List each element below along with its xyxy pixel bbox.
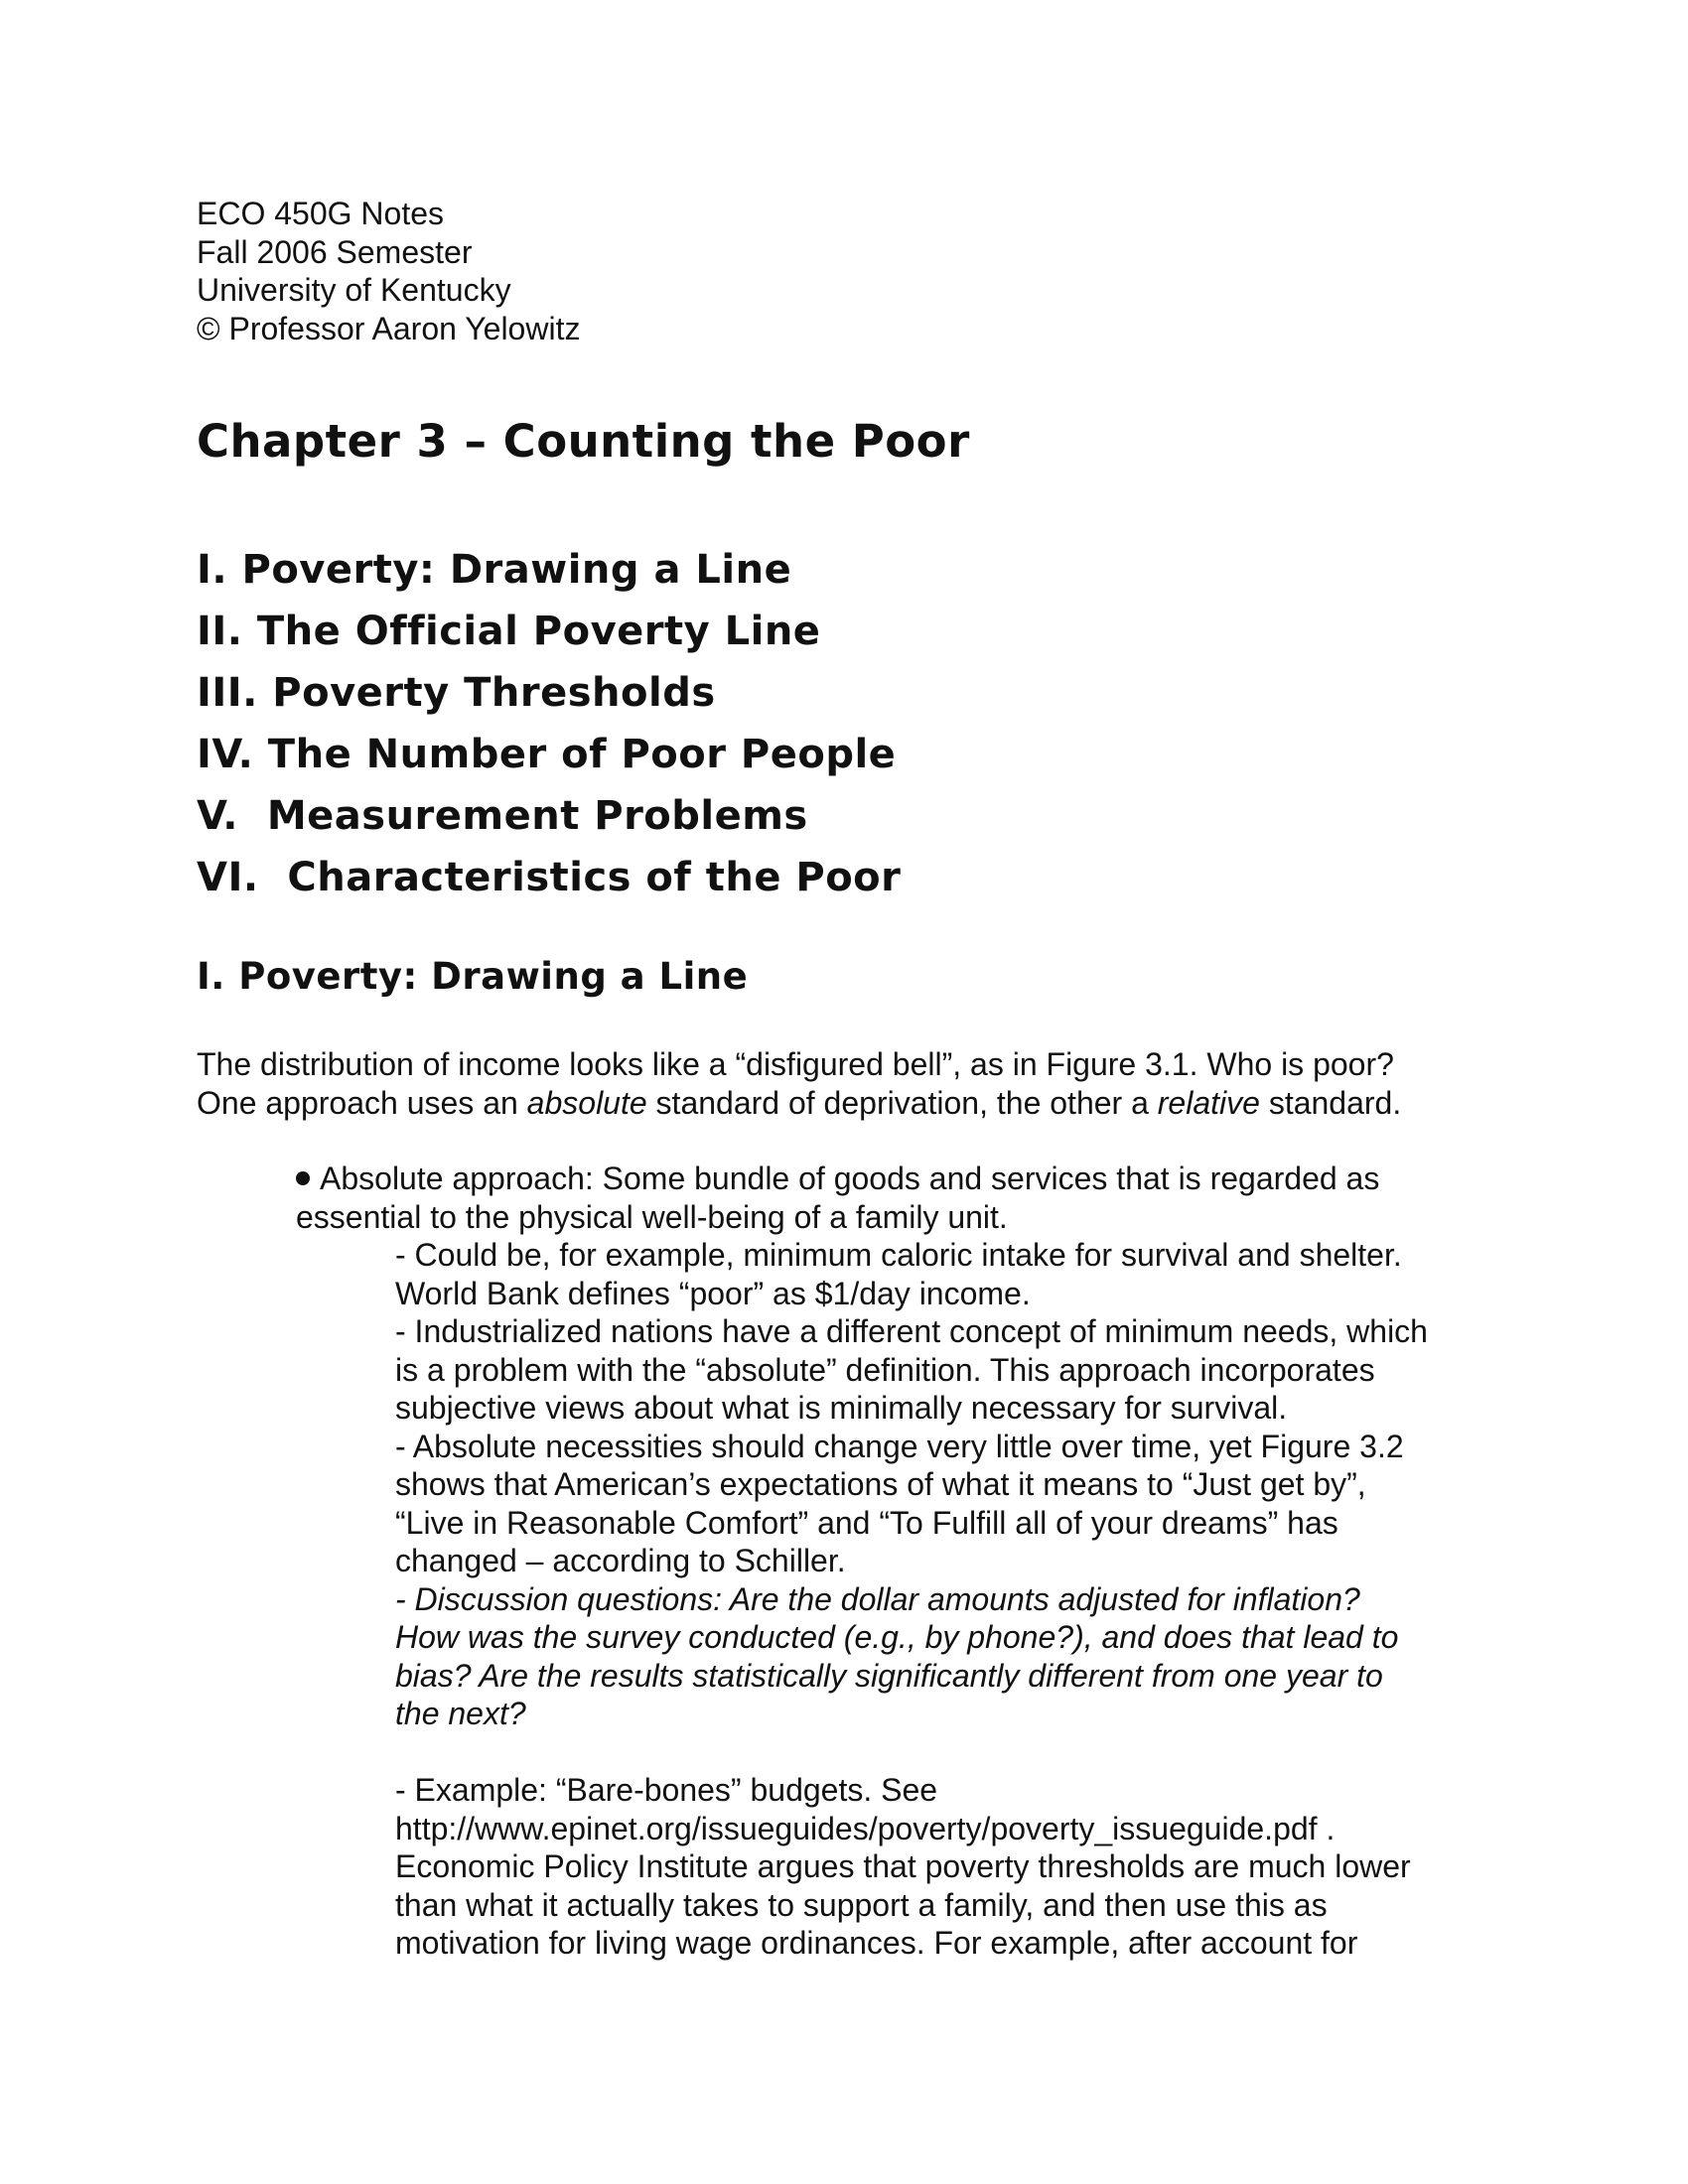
intro-emphasis: absolute [526, 1084, 647, 1121]
example-line: - Example: “Bare-bones” budgets. See [395, 1772, 938, 1808]
example-url[interactable]: http://www.epinet.org/issueguides/poverty/poverty_issueguide.pdf . [395, 1810, 1336, 1846]
discussion-question-line: - Discussion questions: Are the dollar amounts adjusted for inflation? [395, 1580, 1360, 1617]
bullet-text: Absolute approach: Some bundle of goods and services that is regarded as [320, 1160, 1380, 1196]
discussion-question-line: bias? Are the results statistically significantly different from one year to [395, 1657, 1383, 1694]
bullet-point [296, 1160, 1507, 1236]
outline-item: V. Measurement Problems [197, 793, 808, 839]
intro-text: standard. [1259, 1084, 1402, 1121]
university: University of Kentucky [197, 272, 511, 308]
example-line: motivation for living wage ordinances. For example, after account for [395, 1925, 1358, 1961]
outline-item: II. The Official Poverty Line [197, 609, 821, 654]
sub-point-line: subjective views about what is minimally necessary for survival. [395, 1390, 1288, 1426]
author: © Professor Aaron Yelowitz [197, 310, 581, 346]
sub-point-line: changed – according to Schiller. [395, 1543, 846, 1578]
outline-item: IV. The Number of Poor People [197, 732, 897, 777]
sub-point-line: - Industrialized nations have a different concept of minimum needs, which [395, 1313, 1428, 1349]
document-header [197, 195, 580, 347]
outline-item: I. Poverty: Drawing a Line [197, 547, 792, 593]
outline-item: VI. Characteristics of the Poor [197, 855, 902, 900]
bullet-line [296, 1160, 1507, 1198]
chapter-outline [197, 539, 901, 908]
sub-point-line: - Absolute necessities should change very little over time, yet Figure 3.2 [395, 1428, 1404, 1464]
bullet-icon [296, 1171, 310, 1185]
discussion-question-line: How was the survey conducted (e.g., by phone?), and does that lead to [395, 1619, 1399, 1655]
sub-point-line: is a problem with the “absolute” definition. This approach incorporates [395, 1351, 1375, 1388]
intro-text: standard of deprivation, the other a [646, 1084, 1158, 1121]
chapter-title: Chapter 3 – Counting the Poor [197, 415, 970, 468]
intro-paragraph [197, 1045, 1497, 1122]
intro-line: The distribution of income looks like a “disfigured bell”, as in Figure 3.1. Who is poor? [197, 1046, 1394, 1082]
example-line: than what it actually takes to support a family, and then use this as [395, 1886, 1328, 1923]
example-line: Economic Policy Institute argues that poverty thresholds are much lower [395, 1848, 1411, 1884]
intro-emphasis: relative [1157, 1084, 1260, 1121]
intro-text: One approach uses an [197, 1084, 527, 1121]
course-name: ECO 450G Notes [197, 196, 444, 231]
semester: Fall 2006 Semester [197, 233, 473, 270]
sub-point-line: - Could be, for example, minimum caloric intake for survival and shelter. [395, 1237, 1402, 1273]
sub-point-line: shows that American’s expectations of what it means to “Just get by”, [395, 1466, 1366, 1502]
section-heading: I. Poverty: Drawing a Line [197, 955, 749, 998]
sub-points [395, 1236, 1507, 1733]
outline-item: III. Poverty Thresholds [197, 670, 716, 716]
example-block [395, 1771, 1507, 1963]
sub-point-line: World Bank defines “poor” as $1/day income. [395, 1275, 1031, 1311]
bullet-line: essential to the physical well-being of a family unit. [296, 1198, 1008, 1235]
discussion-question-line: the next? [395, 1696, 526, 1731]
sub-point-line: “Live in Reasonable Comfort” and “To Fulfill all of your dreams” has [395, 1504, 1338, 1541]
intro-line [197, 1084, 1497, 1123]
